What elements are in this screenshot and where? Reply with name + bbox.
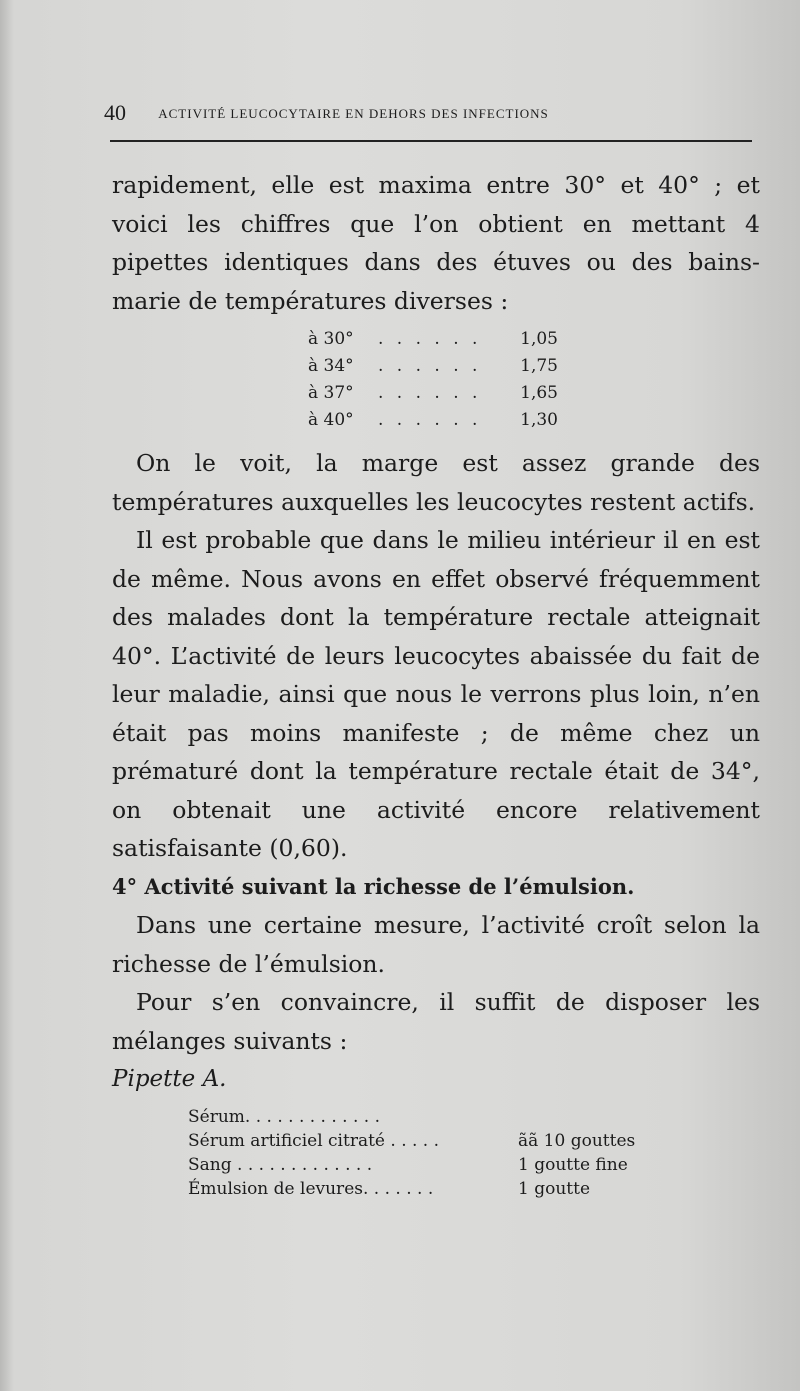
- temperature-value: 1,75: [520, 356, 558, 376]
- page-header: [104, 100, 754, 126]
- paragraph-3: Il est probable que dans le milieu intérieur il en est de même. Nous avons en effet observé fréquemment des malades dont la température rectale atteignait 40°. L’activité de leurs leucocytes abaissée du fait de leur maladie, ainsi que nous le verrons plus loin, n’en était pas moins manifeste ; de même chez un prématuré dont la température rectale était de 34°, on obtenait une activité encore relativement satisfaisante (0,60).: [112, 526, 760, 862]
- ingredient-name: Sang . . . . . . . . . . . . .: [188, 1154, 373, 1175]
- temperature-table: [308, 326, 760, 434]
- header-rule: [110, 140, 752, 142]
- section-heading: 4° Activité suivant la richesse de l’émulsion.: [112, 873, 635, 899]
- paragraph-4: Dans une certaine mesure, l’activité croît selon la richesse de l’émulsion.: [112, 911, 760, 978]
- ingredient-qty: 1 goutte fine: [518, 1154, 628, 1175]
- temperature-label: à 34°: [308, 356, 354, 376]
- paragraph-5: Pour s’en convaincre, il suffit de disposer les mélanges suivants :: [112, 988, 760, 1055]
- temperature-label: à 37°: [308, 383, 354, 403]
- leader-dots: . . . . . .: [378, 383, 482, 403]
- paragraph-2: On le voit, la marge est assez grande des températures auxquelles les leucocytes restent actifs.: [112, 449, 760, 516]
- temperature-value: 1,30: [520, 410, 558, 430]
- running-title: ACTIVITÉ LEUCOCYTAIRE EN DEHORS DES INFECTIONS: [158, 106, 549, 121]
- pipette-heading: Pipette A.: [112, 1066, 227, 1092]
- recipe-row: [188, 1105, 708, 1129]
- ingredient-qty: [518, 1105, 708, 1129]
- temperature-value: 1,65: [520, 383, 558, 403]
- temperature-label: à 40°: [308, 410, 354, 430]
- ingredient-qty: ãã 10 gouttes: [518, 1130, 636, 1151]
- ingredient-name: Sérum. . . . . . . . . . . . .: [188, 1106, 380, 1127]
- temperature-row: [308, 326, 558, 353]
- recipe-row: [188, 1177, 708, 1201]
- page-body: [112, 166, 760, 1201]
- recipe-row: [188, 1153, 708, 1177]
- temperature-row: [308, 407, 558, 434]
- ingredient-qty: 1 goutte: [518, 1178, 591, 1199]
- temperature-value: 1,05: [520, 329, 558, 349]
- ingredient-name: Émulsion de levures. . . . . . .: [188, 1178, 434, 1199]
- leader-dots: . . . . . .: [378, 410, 482, 430]
- ingredient-name: Sérum artificiel citraté . . . . .: [188, 1130, 440, 1151]
- paragraph-intro: rapidement, elle est maxima entre 30° et 40° ; et voici les chiffres que l’on obtient en mettant 4 pipettes identiques dans des étuves ou des bains-marie de températures diverses :: [112, 171, 760, 315]
- temperature-label: à 30°: [308, 329, 354, 349]
- temperature-row: [308, 353, 558, 380]
- page-number: 40: [104, 100, 126, 125]
- pipette-recipe: [188, 1105, 708, 1201]
- temperature-row: [308, 380, 558, 407]
- recipe-row: [188, 1129, 708, 1153]
- leader-dots: . . . . . .: [378, 356, 482, 376]
- leader-dots: . . . . . .: [378, 329, 482, 349]
